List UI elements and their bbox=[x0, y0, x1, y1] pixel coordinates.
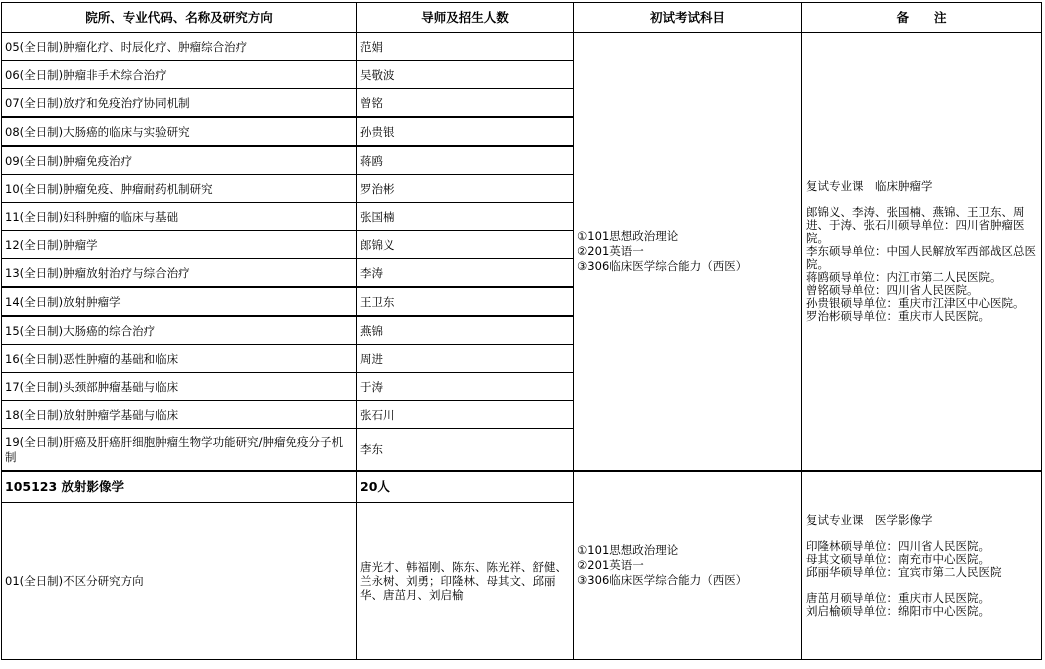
tutor-cell: 蒋鸥 bbox=[357, 146, 574, 175]
tutor-cell: 曾铭 bbox=[357, 89, 574, 118]
exam-line: ②201英语一 bbox=[577, 558, 644, 572]
direction-cell: 07(全日制)放疗和免疫治疗协同机制 bbox=[2, 89, 357, 118]
tutor-cell: 李涛 bbox=[357, 259, 574, 288]
header-tutor: 导师及招生人数 bbox=[357, 3, 574, 33]
exam-line: ③306临床医学综合能力（西医） bbox=[577, 259, 748, 273]
major-count: 20人 bbox=[357, 471, 574, 503]
note-line: 蒋鸥硕导单位：内江市第二人民医院。 bbox=[806, 270, 1002, 284]
direction-cell: 19(全日制)肝癌及肝癌肝细胞肿瘤生物学功能研究/肿瘤免疫分子机制 bbox=[2, 429, 357, 472]
tutor-cell: 燕锦 bbox=[357, 316, 574, 345]
note-line: 刘启榆硕导单位：绵阳市中心医院。 bbox=[806, 603, 990, 618]
direction-cell: 18(全日制)放射肿瘤学基础与临床 bbox=[2, 401, 357, 429]
major-row bbox=[2, 471, 1042, 503]
direction-cell: 01(全日制)不区分研究方向 bbox=[2, 503, 357, 660]
tutor-cell: 张石川 bbox=[357, 401, 574, 429]
direction-cell: 17(全日制)头颈部肿瘤基础与临床 bbox=[2, 373, 357, 401]
note-line: 唐茁月硕导单位：重庆市人民医院。 bbox=[806, 590, 990, 605]
tutor-cell: 孙贵银 bbox=[357, 117, 574, 146]
header-exam: 初试考试科目 bbox=[574, 3, 802, 33]
direction-cell: 13(全日制)肿瘤放射治疗与综合治疗 bbox=[2, 259, 357, 288]
direction-cell: 08(全日制)大肠癌的临床与实验研究 bbox=[2, 117, 357, 146]
direction-cell: 06(全日制)肿瘤非手术综合治疗 bbox=[2, 61, 357, 89]
tutor-cell: 李东 bbox=[357, 429, 574, 472]
exam-line: ②201英语一 bbox=[577, 244, 644, 258]
note-line: 罗治彬硕导单位：重庆市人民医院。 bbox=[806, 309, 990, 323]
direction-cell: 16(全日制)恶性肿瘤的基础和临床 bbox=[2, 345, 357, 373]
direction-cell: 14(全日制)放射肿瘤学 bbox=[2, 287, 357, 316]
notes-cell bbox=[802, 33, 1042, 472]
direction-cell: 09(全日制)肿瘤免疫治疗 bbox=[2, 146, 357, 175]
exam-subjects-cell bbox=[574, 471, 802, 660]
note-line: 邱丽华硕导单位：宜宾市第二人民医院 bbox=[806, 564, 1002, 579]
tutor-cell: 周进 bbox=[357, 345, 574, 373]
exam-line: ③306临床医学综合能力（西医） bbox=[577, 573, 748, 587]
note-line: 复试专业课 临床肿瘤学 bbox=[806, 179, 933, 193]
tutor-cell: 吴敬波 bbox=[357, 61, 574, 89]
exam-line: ①101思想政治理论 bbox=[577, 229, 679, 243]
direction-cell: 15(全日制)大肠癌的综合治疗 bbox=[2, 316, 357, 345]
note-line: 李东硕导单位：中国人民解放军西部战区总医院。 bbox=[806, 244, 1036, 271]
tutor-cell: 范娟 bbox=[357, 33, 574, 61]
note-line: 复试专业课 医学影像学 bbox=[806, 512, 933, 527]
note-line: 孙贵银硕导单位：重庆市江津区中心医院。 bbox=[806, 296, 1025, 310]
major-title: 105123 放射影像学 bbox=[2, 471, 357, 503]
note-gap bbox=[806, 527, 1038, 540]
tutor-cell: 张国楠 bbox=[357, 203, 574, 231]
table-row bbox=[2, 33, 1042, 61]
exam-subjects-cell bbox=[574, 33, 802, 472]
direction-cell: 11(全日制)妇科肿瘤的临床与基础 bbox=[2, 203, 357, 231]
note-line: 印隆林硕导单位：四川省人民医院。 bbox=[806, 538, 990, 553]
note-line: 曾铭硕导单位：四川省人民医院。 bbox=[806, 283, 979, 297]
tutor-cell: 王卫东 bbox=[357, 287, 574, 316]
note-line: 母其文硕导单位：南充市中心医院。 bbox=[806, 551, 990, 566]
tutor-cell: 于涛 bbox=[357, 373, 574, 401]
direction-cell: 05(全日制)肿瘤化疗、时辰化疗、肿瘤综合治疗 bbox=[2, 33, 357, 61]
header-direction: 院所、专业代码、名称及研究方向 bbox=[2, 3, 357, 33]
note-gap bbox=[806, 579, 1038, 592]
tutor-cell: 罗治彬 bbox=[357, 175, 574, 203]
enrollment-table bbox=[1, 2, 1042, 660]
notes-cell bbox=[802, 471, 1042, 660]
tutor-cell: 郎锦义 bbox=[357, 231, 574, 259]
direction-cell: 10(全日制)肿瘤免疫、肿瘤耐药机制研究 bbox=[2, 175, 357, 203]
header-row bbox=[2, 3, 1042, 33]
header-notes: 备 注 bbox=[802, 3, 1042, 33]
note-line: 郎锦义、李涛、张国楠、燕锦、王卫东、周进、于涛、张石川硕导单位：四川省肿瘤医院。 bbox=[806, 205, 1025, 245]
tutor-list-cell: 唐光才、韩福刚、陈东、陈光祥、舒健、兰永树、刘勇；印隆林、母其文、邱丽华、唐茁月、刘启榆 bbox=[357, 503, 574, 660]
direction-cell: 12(全日制)肿瘤学 bbox=[2, 231, 357, 259]
exam-line: ①101思想政治理论 bbox=[577, 543, 679, 557]
